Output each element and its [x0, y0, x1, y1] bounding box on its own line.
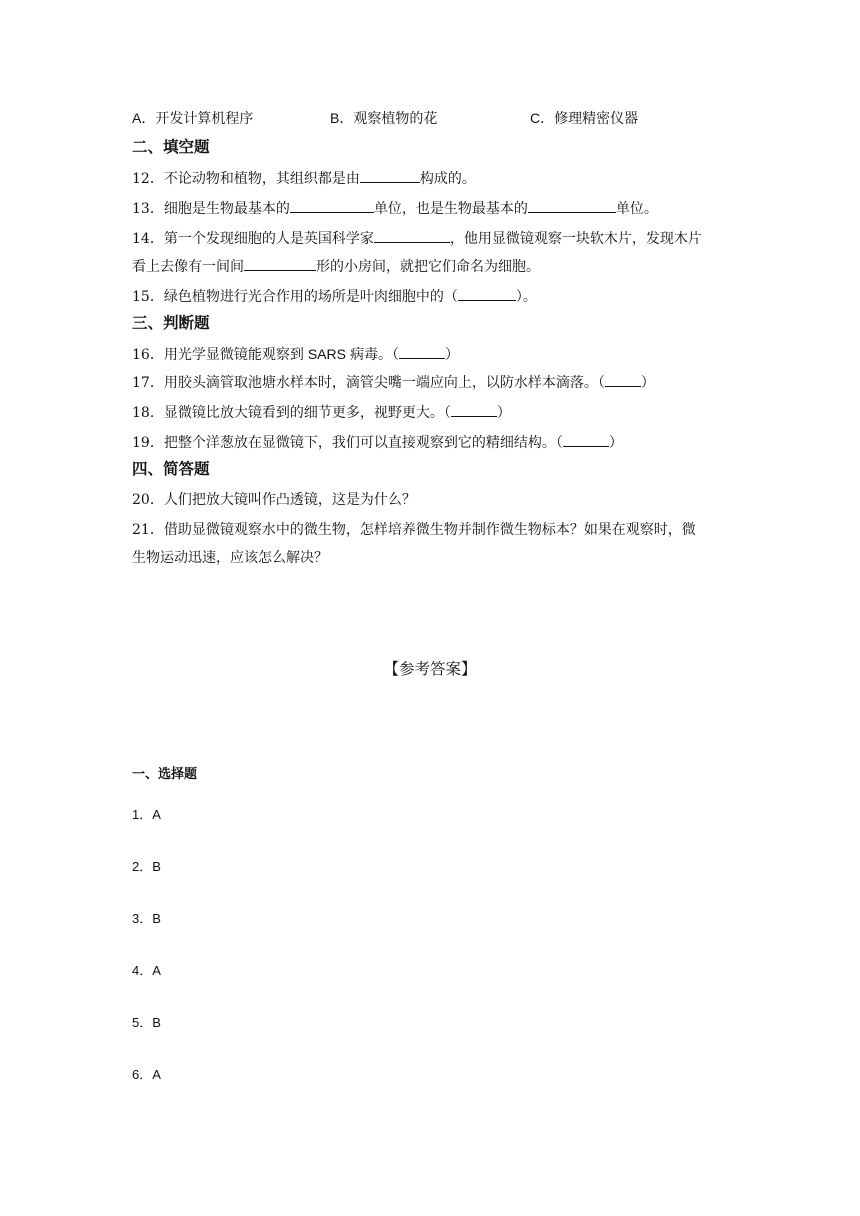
question-14-line-1 — [132, 228, 702, 249]
answer-blank[interactable] — [374, 228, 450, 243]
answer-2: 2．B — [132, 859, 161, 874]
question-21-line-2: 生物运动迅速，应该怎么解决？ — [132, 550, 328, 566]
answer-blank[interactable] — [458, 286, 516, 301]
answer-blank[interactable] — [605, 372, 641, 387]
option-c: C．修理精密仪器 — [530, 110, 639, 126]
question-15-text-b: ）。 — [515, 289, 537, 305]
question-17 — [132, 372, 655, 393]
question-16-text-c: ） — [444, 347, 459, 363]
question-19-text-b: ） — [608, 435, 623, 451]
question-16-sars: SARS — [307, 346, 346, 362]
question-12 — [132, 168, 476, 189]
question-17-text-a: 17．用胶头滴管取池塘水样本时，滴管尖嘴一端应向上，以防水样本滴落。（ — [132, 375, 605, 391]
section-heading-judge: 三、判断题 — [132, 315, 210, 332]
question-20: 20．人们把放大镜叫作凸透镜，这是为什么？ — [132, 492, 416, 508]
answer-blank[interactable] — [360, 168, 420, 183]
answer-5: 5．B — [132, 1015, 161, 1030]
answer-blank[interactable] — [290, 198, 374, 213]
question-16 — [132, 344, 459, 365]
question-18-text-b: ） — [496, 405, 511, 421]
question-12-text-a: 12．不论动物和植物，其组织都是由 — [132, 171, 360, 187]
answer-blank[interactable] — [528, 198, 616, 213]
answer-blank[interactable] — [451, 402, 497, 417]
answer-blank[interactable] — [399, 344, 445, 359]
question-14-line-2 — [132, 256, 540, 277]
answer-6: 6．A — [132, 1067, 161, 1082]
question-18-text-a: 18．显微镜比放大镜看到的细节更多，视野更大。（ — [132, 405, 451, 421]
answer-key-title: 【参考答案】 — [383, 660, 477, 678]
question-18 — [132, 402, 511, 423]
question-17-text-b: ） — [640, 375, 655, 391]
option-b: B．观察植物的花 — [330, 110, 438, 126]
question-15-text-a: 15．绿色植物进行光合作用的场所是叶肉细胞中的（ — [132, 289, 458, 305]
question-16-text-a: 16．用光学显微镜能观察到 — [132, 347, 304, 363]
answer-blank[interactable] — [563, 432, 609, 447]
answer-blank[interactable] — [244, 256, 316, 271]
question-15 — [132, 286, 537, 307]
question-16-text-b: 病毒。（ — [349, 347, 399, 363]
answer-1: 1．A — [132, 807, 161, 822]
question-21-line-1: 21．借助显微镜观察水中的微生物，怎样培养微生物并制作微生物标本？如果在观察时，微 — [132, 522, 696, 538]
question-13-text-c: 单位。 — [615, 201, 658, 217]
question-14-text-c: 看上去像有一间间 — [132, 259, 244, 275]
question-13-text-a: 13．细胞是生物最基本的 — [132, 201, 290, 217]
section-heading-fill: 二、填空题 — [132, 139, 210, 156]
question-19 — [132, 432, 623, 453]
section-heading-short: 四、简答题 — [132, 461, 210, 478]
answer-3: 3．B — [132, 911, 161, 926]
question-14-text-d: 形的小房间，就把它们命名为细胞。 — [316, 259, 540, 275]
question-19-text-a: 19．把整个洋葱放在显微镜下，我们可以直接观察到它的精细结构。（ — [132, 435, 563, 451]
question-14-text-a: 14．第一个发现细胞的人是英国科学家 — [132, 231, 374, 247]
question-12-text-b: 构成的。 — [419, 171, 476, 187]
question-13-text-b: 单位，也是生物最基本的 — [373, 201, 528, 217]
question-14-text-b: ，他用显微镜观察一块软木片，发现木片 — [449, 231, 702, 247]
option-a: A．开发计算机程序 — [132, 110, 254, 126]
section-heading-choice-answers: 一、选择题 — [132, 766, 198, 781]
answer-4: 4．A — [132, 963, 161, 978]
question-13 — [132, 198, 658, 219]
